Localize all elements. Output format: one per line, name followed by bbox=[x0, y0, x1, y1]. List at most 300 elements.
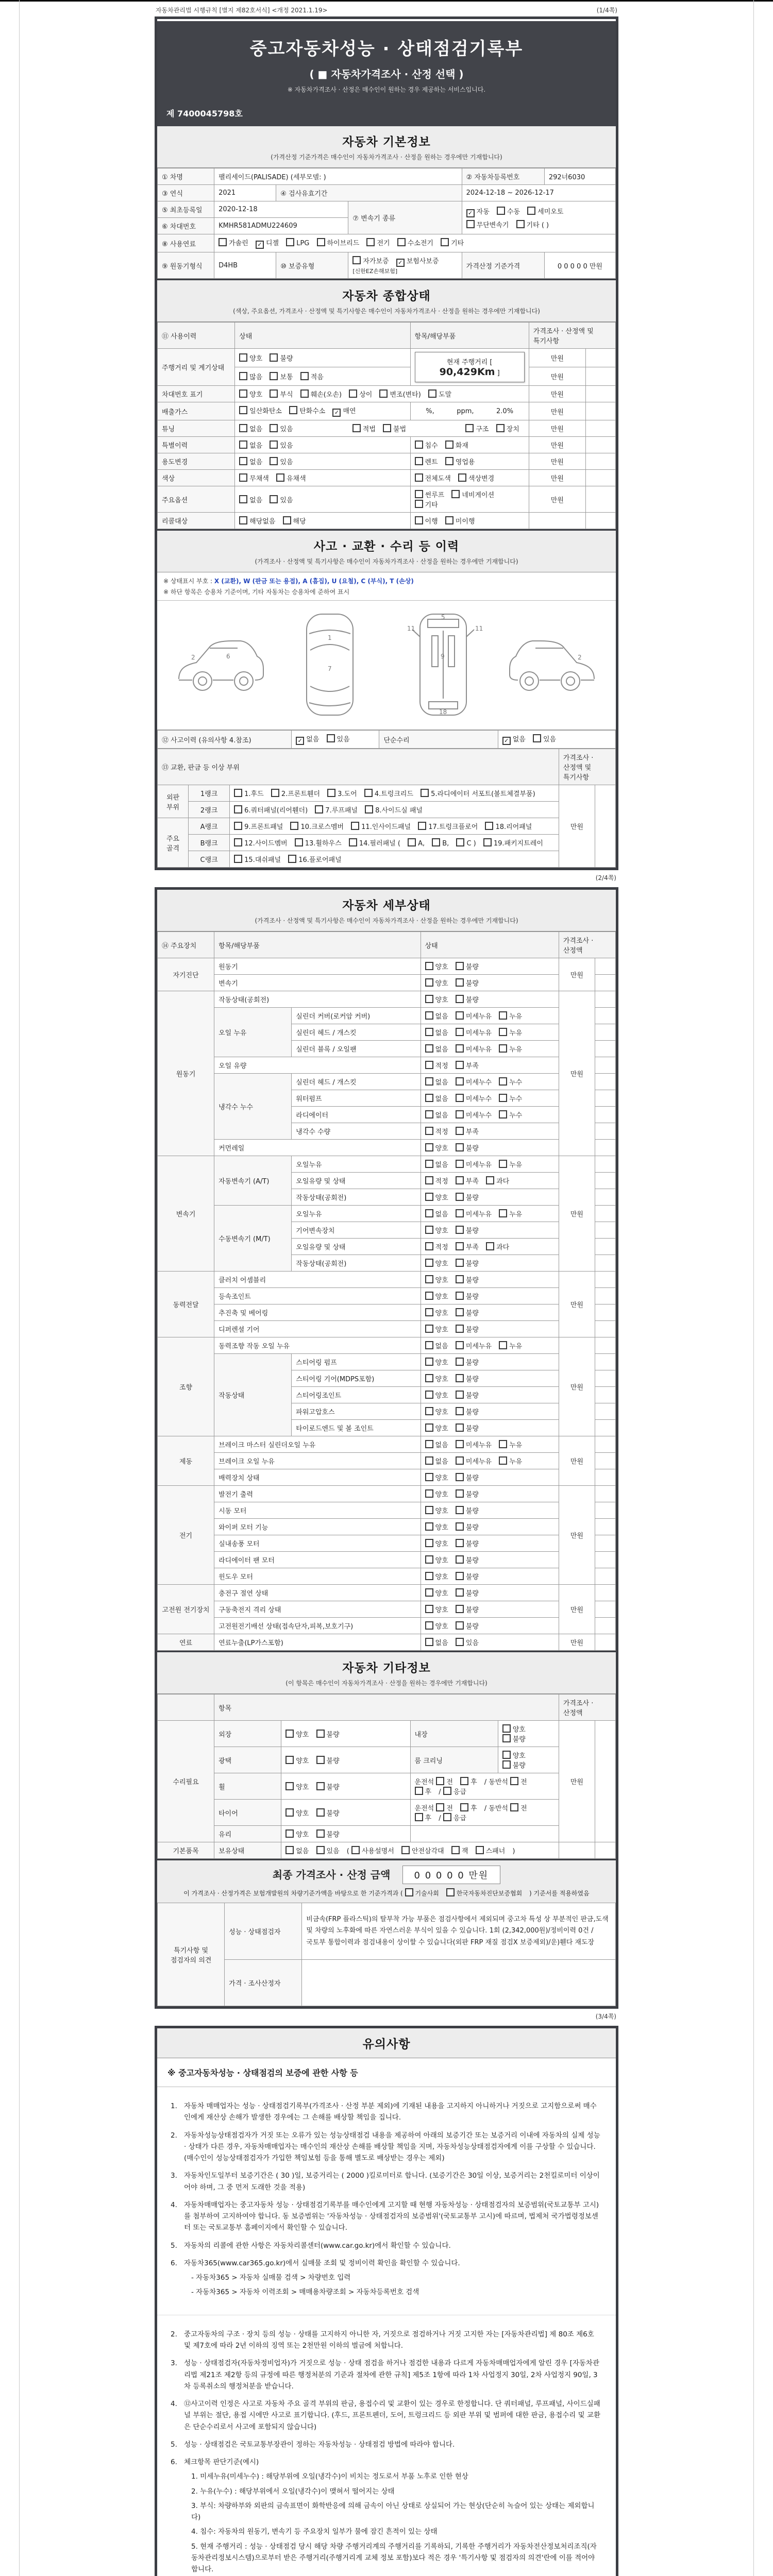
checkbox-option[interactable]: 양호 bbox=[285, 1808, 309, 1818]
checkbox-option[interactable]: 스패너 bbox=[476, 1845, 506, 1855]
checkbox-icon[interactable] bbox=[415, 1813, 423, 1821]
checkbox-option[interactable]: 수동 bbox=[497, 206, 520, 216]
checkbox-option[interactable]: 양호 bbox=[502, 1724, 526, 1734]
checkbox-icon[interactable] bbox=[456, 1325, 464, 1333]
checkbox-icon[interactable] bbox=[425, 1407, 433, 1415]
checkbox-option[interactable]: 불법 bbox=[383, 423, 406, 433]
checkbox-option[interactable]: 양호 bbox=[425, 1522, 448, 1532]
checkbox-icon[interactable] bbox=[425, 1341, 433, 1349]
checkbox-icon[interactable] bbox=[349, 389, 357, 398]
checkbox-option[interactable]: 불량 bbox=[456, 1275, 479, 1284]
checkbox-icon[interactable] bbox=[456, 838, 464, 846]
checkbox-option[interactable]: 전기 bbox=[366, 238, 390, 247]
checkbox-option[interactable]: 불량 bbox=[456, 1555, 479, 1565]
checkbox-option[interactable]: 장치 bbox=[496, 423, 519, 433]
checkbox-icon[interactable] bbox=[527, 207, 535, 215]
checkbox-icon[interactable] bbox=[499, 1341, 507, 1349]
checkbox-option[interactable]: 많음 bbox=[239, 371, 262, 381]
checkbox-option[interactable]: 불량 bbox=[456, 1143, 479, 1153]
checkbox-icon[interactable] bbox=[425, 1176, 433, 1184]
checkbox-option[interactable]: 누유 bbox=[499, 1159, 522, 1169]
checkbox-option[interactable]: 17.트렁크플로어 bbox=[418, 821, 478, 831]
checkbox-option[interactable]: 없음 bbox=[425, 1456, 448, 1466]
checkbox-option[interactable]: 잭 bbox=[451, 1845, 468, 1855]
checkbox-option[interactable]: 미세누유 bbox=[456, 1341, 492, 1350]
checkbox-icon[interactable] bbox=[234, 822, 242, 830]
checkbox-option[interactable]: 불량 bbox=[456, 1192, 479, 1202]
checkbox-icon[interactable] bbox=[270, 440, 278, 449]
checkbox-icon[interactable] bbox=[285, 1829, 294, 1838]
checkbox-icon[interactable] bbox=[295, 838, 303, 846]
checkbox-option[interactable]: 불량 bbox=[502, 1760, 526, 1770]
checkbox-option[interactable]: 하이브리드 bbox=[317, 238, 360, 247]
checkbox-icon[interactable] bbox=[456, 1061, 464, 1069]
checkbox-icon[interactable] bbox=[425, 1275, 433, 1283]
checkbox-icon[interactable] bbox=[415, 516, 423, 524]
checkbox-icon[interactable] bbox=[446, 1888, 455, 1896]
checkbox-icon[interactable] bbox=[456, 1275, 464, 1283]
checkbox-icon[interactable] bbox=[271, 789, 279, 797]
checkbox-icon[interactable] bbox=[465, 424, 474, 432]
checkbox-icon[interactable] bbox=[286, 238, 294, 246]
checkbox-icon[interactable] bbox=[466, 220, 475, 228]
checkbox-icon[interactable] bbox=[408, 838, 416, 846]
checkbox-option[interactable]: 없음 bbox=[239, 495, 262, 504]
checkbox-icon[interactable] bbox=[349, 838, 357, 846]
checkbox-option[interactable]: 양호 bbox=[425, 1621, 448, 1631]
checkbox-icon[interactable] bbox=[351, 822, 359, 830]
checkbox-icon[interactable] bbox=[502, 1724, 511, 1733]
checkbox-icon[interactable] bbox=[425, 1638, 433, 1646]
checkbox-option[interactable]: 8.사이드실 패널 bbox=[365, 805, 423, 815]
checkbox-icon[interactable] bbox=[239, 516, 247, 524]
checkbox-icon[interactable] bbox=[460, 1803, 468, 1811]
checkbox-icon[interactable] bbox=[316, 1808, 325, 1817]
checkbox-icon[interactable] bbox=[499, 1440, 507, 1448]
checkbox-option[interactable]: 미세누유 bbox=[456, 1044, 492, 1054]
checkbox-icon[interactable] bbox=[425, 1440, 433, 1448]
checkbox-option[interactable]: 양호 bbox=[425, 1538, 448, 1548]
checkbox-icon[interactable] bbox=[456, 1423, 464, 1432]
checkbox-option[interactable]: 적법 bbox=[352, 423, 376, 433]
checkbox-icon[interactable] bbox=[366, 238, 375, 246]
checkbox-icon[interactable] bbox=[415, 457, 423, 465]
checkbox-icon[interactable] bbox=[456, 995, 464, 1003]
checkbox-icon[interactable] bbox=[270, 424, 278, 432]
checkbox-icon[interactable] bbox=[425, 1325, 433, 1333]
checkbox-icon[interactable] bbox=[456, 1127, 464, 1135]
checkbox-option[interactable]: 양호 bbox=[425, 1489, 448, 1499]
checkbox-option[interactable]: 기타 bbox=[415, 499, 438, 509]
checkbox-option[interactable]: 전 bbox=[510, 1803, 527, 1812]
checkbox-option[interactable]: 양호 bbox=[285, 1729, 309, 1739]
checkbox-icon[interactable] bbox=[379, 389, 388, 398]
checkbox-icon[interactable] bbox=[425, 1621, 433, 1630]
checkbox-icon[interactable] bbox=[499, 1077, 507, 1086]
checkbox-option[interactable]: ✓ 없음 bbox=[296, 734, 319, 745]
checkbox-option[interactable]: 미세누유 bbox=[456, 1159, 492, 1169]
checkbox-icon[interactable] bbox=[436, 1803, 444, 1811]
checkbox-icon[interactable] bbox=[499, 1456, 507, 1465]
checkbox-option[interactable]: 불량 bbox=[456, 1390, 479, 1400]
checkbox-icon[interactable] bbox=[270, 495, 278, 503]
checkbox-option[interactable]: 양호 bbox=[285, 1782, 309, 1791]
checkbox-icon[interactable] bbox=[456, 978, 464, 987]
checkbox-icon[interactable] bbox=[432, 838, 440, 846]
checkbox-option[interactable]: 양호 bbox=[425, 1374, 448, 1383]
checkbox-option[interactable]: 적음 bbox=[300, 371, 324, 381]
checkbox-option[interactable]: 있음 bbox=[270, 423, 293, 433]
checkbox-icon[interactable] bbox=[510, 1777, 518, 1785]
checkbox-icon[interactable] bbox=[239, 495, 247, 503]
checkbox-icon[interactable] bbox=[428, 389, 436, 398]
checkbox-option[interactable]: 구조 bbox=[465, 423, 489, 433]
checkbox-option[interactable]: 화재 bbox=[445, 440, 468, 450]
checkbox-icon[interactable] bbox=[239, 457, 247, 465]
checkbox-option[interactable]: 불량 bbox=[456, 1538, 479, 1548]
checkbox-icon[interactable] bbox=[425, 1061, 433, 1069]
checkbox-icon[interactable]: ✓ bbox=[332, 409, 341, 417]
checkbox-option[interactable]: 누유 bbox=[499, 1044, 522, 1054]
checkbox-option[interactable]: 미세누유 bbox=[456, 1209, 492, 1218]
checkbox-option[interactable]: 무단변속기 bbox=[466, 219, 509, 229]
checkbox-option[interactable]: 색상변경 bbox=[458, 473, 494, 483]
checkbox-option[interactable]: 누유 bbox=[499, 1341, 522, 1350]
checkbox-option[interactable]: 불량 bbox=[270, 353, 293, 363]
checkbox-icon[interactable] bbox=[456, 1456, 464, 1465]
checkbox-icon[interactable] bbox=[234, 855, 242, 863]
checkbox-option[interactable]: 전 bbox=[436, 1803, 453, 1812]
checkbox-icon[interactable] bbox=[234, 789, 242, 797]
checkbox-option[interactable]: LPG bbox=[286, 238, 309, 247]
checkbox-option[interactable]: 양호 bbox=[239, 389, 262, 399]
checkbox-option[interactable]: 없음 bbox=[425, 1093, 448, 1103]
checkbox-option[interactable]: 없음 bbox=[425, 1077, 448, 1087]
checkbox-option[interactable]: 불량 bbox=[456, 1308, 479, 1317]
checkbox-option[interactable]: 양호 bbox=[425, 1472, 448, 1482]
checkbox-option[interactable]: 일산화탄소 bbox=[239, 405, 282, 415]
checkbox-option[interactable]: 불량 bbox=[316, 1782, 340, 1791]
checkbox-icon[interactable] bbox=[456, 1374, 464, 1382]
checkbox-icon[interactable] bbox=[456, 1391, 464, 1399]
checkbox-icon[interactable] bbox=[486, 1176, 494, 1184]
checkbox-option[interactable]: 후 bbox=[415, 1786, 432, 1796]
checkbox-icon[interactable] bbox=[300, 389, 309, 398]
checkbox-icon[interactable] bbox=[456, 1358, 464, 1366]
checkbox-icon[interactable] bbox=[456, 1011, 464, 1020]
checkbox-option[interactable]: 없음 bbox=[239, 440, 262, 450]
checkbox-option[interactable]: 이행 bbox=[415, 516, 438, 526]
checkbox-icon[interactable] bbox=[485, 822, 493, 830]
checkbox-option[interactable]: 무채색 bbox=[239, 473, 269, 483]
checkbox-option[interactable]: 양호 bbox=[425, 1143, 448, 1153]
checkbox-icon[interactable] bbox=[405, 1888, 413, 1896]
checkbox-option[interactable]: 기술사회 bbox=[405, 1888, 439, 1897]
checkbox-icon[interactable] bbox=[290, 822, 298, 830]
checkbox-icon[interactable] bbox=[425, 1423, 433, 1432]
checkbox-icon[interactable] bbox=[456, 1506, 464, 1514]
checkbox-icon[interactable] bbox=[499, 1209, 507, 1217]
checkbox-icon[interactable] bbox=[456, 1522, 464, 1531]
checkbox-option[interactable]: 7.루프패널 bbox=[315, 805, 358, 815]
checkbox-icon[interactable] bbox=[425, 1127, 433, 1135]
checkbox-option[interactable]: 기타 bbox=[441, 238, 464, 247]
checkbox-icon[interactable]: ✓ bbox=[502, 737, 511, 745]
checkbox-option[interactable]: 불량 bbox=[456, 1505, 479, 1515]
checkbox-icon[interactable] bbox=[415, 440, 423, 449]
checkbox-option[interactable]: 없음 bbox=[425, 1027, 448, 1037]
checkbox-icon[interactable] bbox=[456, 1539, 464, 1547]
checkbox-option[interactable]: 양호 bbox=[425, 1571, 448, 1581]
checkbox-icon[interactable] bbox=[456, 1143, 464, 1151]
checkbox-option[interactable]: 양호 bbox=[239, 353, 262, 363]
checkbox-icon[interactable] bbox=[476, 1846, 484, 1854]
checkbox-option[interactable]: 전 bbox=[510, 1776, 527, 1786]
checkbox-option[interactable]: 응급 bbox=[443, 1812, 466, 1822]
checkbox-icon[interactable] bbox=[510, 1803, 518, 1811]
checkbox-icon[interactable] bbox=[456, 1028, 464, 1036]
checkbox-icon[interactable] bbox=[456, 1242, 464, 1250]
checkbox-icon[interactable] bbox=[456, 1555, 464, 1564]
checkbox-option[interactable]: 한국자동차진단보증협회 bbox=[446, 1888, 523, 1897]
checkbox-option[interactable]: 누유 bbox=[499, 1027, 522, 1037]
checkbox-option[interactable]: 부식 bbox=[270, 389, 293, 399]
checkbox-icon[interactable] bbox=[289, 406, 297, 414]
checkbox-icon[interactable] bbox=[239, 473, 247, 482]
checkbox-option[interactable]: 있음 bbox=[533, 734, 556, 743]
checkbox-option[interactable]: 영업용 bbox=[445, 456, 475, 466]
checkbox-icon[interactable] bbox=[456, 1572, 464, 1580]
checkbox-option[interactable]: 적정 bbox=[425, 1176, 448, 1185]
checkbox-icon[interactable] bbox=[451, 1846, 460, 1854]
checkbox-option[interactable]: 안전삼각대 bbox=[401, 1845, 444, 1855]
checkbox-option[interactable]: 불량 bbox=[502, 1734, 526, 1743]
checkbox-icon[interactable] bbox=[516, 220, 525, 228]
checkbox-icon[interactable] bbox=[425, 1160, 433, 1168]
checkbox-option[interactable]: 탄화수소 bbox=[289, 405, 325, 415]
checkbox-icon[interactable] bbox=[445, 516, 453, 524]
checkbox-icon[interactable] bbox=[270, 389, 278, 398]
checkbox-option[interactable]: 양호 bbox=[425, 1390, 448, 1400]
checkbox-option[interactable]: 불량 bbox=[456, 1522, 479, 1532]
checkbox-option[interactable]: 있음 bbox=[270, 456, 293, 466]
checkbox-icon[interactable] bbox=[352, 256, 361, 264]
checkbox-icon[interactable] bbox=[456, 1259, 464, 1267]
checkbox-icon[interactable]: ✓ bbox=[396, 259, 405, 267]
checkbox-option[interactable]: 과다 bbox=[486, 1242, 509, 1251]
checkbox-option[interactable]: 보통 bbox=[270, 371, 293, 381]
checkbox-option[interactable]: 양호 bbox=[285, 1755, 309, 1765]
checkbox-option[interactable]: 미세누수 bbox=[456, 1077, 492, 1087]
checkbox-icon[interactable] bbox=[425, 1374, 433, 1382]
checkbox-icon[interactable] bbox=[270, 353, 278, 362]
checkbox-icon[interactable] bbox=[425, 1473, 433, 1481]
checkbox-icon[interactable] bbox=[239, 353, 247, 362]
checkbox-option[interactable]: 6.쿼터패널(리어휀더) bbox=[234, 805, 308, 815]
checkbox-icon[interactable] bbox=[239, 424, 247, 432]
checkbox-icon[interactable] bbox=[276, 473, 284, 482]
checkbox-icon[interactable] bbox=[456, 1077, 464, 1086]
checkbox-icon[interactable] bbox=[317, 238, 325, 246]
checkbox-icon[interactable] bbox=[456, 1489, 464, 1498]
checkbox-option[interactable]: 후 bbox=[415, 1812, 432, 1822]
checkbox-icon[interactable] bbox=[327, 734, 335, 742]
checkbox-option[interactable]: 누수 bbox=[499, 1110, 522, 1120]
checkbox-icon[interactable] bbox=[219, 238, 227, 246]
checkbox-option[interactable]: 양호 bbox=[425, 1406, 448, 1416]
checkbox-option[interactable]: 미세누수 bbox=[456, 1093, 492, 1103]
checkbox-icon[interactable] bbox=[425, 1489, 433, 1498]
checkbox-option[interactable]: 미세누수 bbox=[456, 1110, 492, 1120]
checkbox-option[interactable]: 없음 bbox=[425, 1110, 448, 1120]
checkbox-icon[interactable] bbox=[483, 838, 492, 846]
checkbox-icon[interactable] bbox=[425, 1308, 433, 1316]
checkbox-option[interactable]: 수소전기 bbox=[397, 238, 433, 247]
checkbox-icon[interactable] bbox=[425, 1506, 433, 1514]
checkbox-icon[interactable] bbox=[425, 1028, 433, 1036]
checkbox-option[interactable]: 변조(변타) bbox=[379, 389, 421, 399]
checkbox-option[interactable]: 불량 bbox=[456, 1621, 479, 1631]
checkbox-option[interactable]: 있음 bbox=[316, 1845, 340, 1855]
checkbox-option[interactable]: 4.트렁크리드 bbox=[364, 788, 413, 798]
checkbox-option[interactable]: 10.크로스멤버 bbox=[290, 821, 343, 831]
checkbox-option[interactable]: 양호 bbox=[425, 1258, 448, 1268]
checkbox-icon[interactable] bbox=[425, 978, 433, 987]
checkbox-icon[interactable] bbox=[456, 1209, 464, 1217]
checkbox-option[interactable]: 13.휠하우스 bbox=[295, 838, 342, 848]
checkbox-icon[interactable] bbox=[364, 789, 373, 797]
checkbox-icon[interactable] bbox=[456, 1341, 464, 1349]
checkbox-option[interactable]: 15.대쉬패널 bbox=[234, 854, 281, 864]
checkbox-icon[interactable] bbox=[425, 1456, 433, 1465]
checkbox-icon[interactable] bbox=[421, 789, 429, 797]
checkbox-option[interactable]: 양호 bbox=[425, 978, 448, 988]
checkbox-icon[interactable] bbox=[288, 855, 296, 863]
checkbox-icon[interactable] bbox=[418, 822, 426, 830]
checkbox-icon[interactable] bbox=[401, 1846, 410, 1854]
checkbox-option[interactable]: 양호 bbox=[285, 1829, 309, 1839]
checkbox-option[interactable]: 미세누유 bbox=[456, 1027, 492, 1037]
checkbox-option[interactable]: 양호 bbox=[425, 1604, 448, 1614]
checkbox-option[interactable]: ✓ 보험사보증 bbox=[396, 256, 439, 267]
checkbox-option[interactable]: 후 bbox=[460, 1776, 477, 1786]
checkbox-icon[interactable] bbox=[425, 1522, 433, 1531]
checkbox-icon[interactable] bbox=[285, 1846, 294, 1854]
checkbox-option[interactable]: 11.인사이드패널 bbox=[351, 821, 411, 831]
checkbox-icon[interactable] bbox=[436, 1777, 444, 1785]
checkbox-icon[interactable] bbox=[316, 1829, 325, 1838]
checkbox-option[interactable]: 없음 bbox=[285, 1845, 309, 1855]
checkbox-icon[interactable] bbox=[352, 424, 361, 432]
checkbox-option[interactable]: 네비게이션 bbox=[451, 489, 494, 499]
checkbox-option[interactable]: 16.플로어패널 bbox=[288, 854, 341, 864]
checkbox-option[interactable]: 불량 bbox=[456, 1588, 479, 1598]
checkbox-option[interactable]: 양호 bbox=[425, 1555, 448, 1565]
checkbox-option[interactable]: 양호 bbox=[502, 1750, 526, 1760]
checkbox-option[interactable]: 부족 bbox=[456, 1060, 479, 1070]
checkbox-icon[interactable] bbox=[239, 406, 247, 414]
checkbox-option[interactable]: 침수 bbox=[415, 440, 438, 450]
checkbox-icon[interactable] bbox=[456, 1588, 464, 1597]
checkbox-option[interactable]: 없음 bbox=[425, 1341, 448, 1350]
checkbox-icon[interactable] bbox=[415, 1787, 423, 1795]
checkbox-icon[interactable] bbox=[425, 1193, 433, 1201]
checkbox-icon[interactable] bbox=[456, 1440, 464, 1448]
checkbox-option[interactable]: 양호 bbox=[425, 1275, 448, 1284]
checkbox-icon[interactable] bbox=[285, 1782, 294, 1790]
checkbox-icon[interactable] bbox=[456, 1407, 464, 1415]
checkbox-icon[interactable] bbox=[425, 1605, 433, 1613]
checkbox-icon[interactable] bbox=[460, 1777, 468, 1785]
checkbox-icon[interactable] bbox=[456, 1176, 464, 1184]
checkbox-icon[interactable] bbox=[285, 1808, 294, 1817]
checkbox-option[interactable]: ✓ 없음 bbox=[502, 734, 526, 745]
checkbox-option[interactable]: ✓ 자동 bbox=[466, 206, 490, 217]
checkbox-icon[interactable] bbox=[456, 1473, 464, 1481]
checkbox-option[interactable]: 있음 bbox=[270, 495, 293, 504]
checkbox-option[interactable]: 불량 bbox=[456, 1604, 479, 1614]
checkbox-icon[interactable]: ✓ bbox=[256, 241, 264, 249]
checkbox-icon[interactable] bbox=[458, 473, 466, 482]
checkbox-icon[interactable] bbox=[456, 1044, 464, 1053]
checkbox-icon[interactable] bbox=[415, 500, 423, 508]
checkbox-option[interactable]: B, bbox=[432, 838, 449, 848]
checkbox-icon[interactable] bbox=[415, 490, 423, 498]
checkbox-option[interactable]: 미이행 bbox=[445, 516, 475, 526]
checkbox-icon[interactable] bbox=[451, 490, 460, 498]
checkbox-icon[interactable] bbox=[456, 1308, 464, 1316]
checkbox-option[interactable]: 있음 bbox=[327, 734, 350, 743]
checkbox-icon[interactable] bbox=[456, 1110, 464, 1118]
checkbox-option[interactable]: 3.도어 bbox=[327, 788, 357, 798]
checkbox-option[interactable]: 양호 bbox=[425, 994, 448, 1004]
checkbox-icon[interactable] bbox=[425, 1572, 433, 1580]
checkbox-option[interactable]: 9.프론트패널 bbox=[234, 821, 283, 831]
checkbox-icon[interactable] bbox=[499, 1028, 507, 1036]
checkbox-option[interactable]: 불량 bbox=[456, 1357, 479, 1367]
checkbox-icon[interactable] bbox=[443, 1813, 451, 1821]
checkbox-icon[interactable] bbox=[425, 962, 433, 970]
checkbox-icon[interactable] bbox=[425, 1209, 433, 1217]
checkbox-option[interactable]: ✓ 매연 bbox=[332, 405, 356, 417]
checkbox-option[interactable]: 양호 bbox=[425, 1588, 448, 1598]
checkbox-option[interactable]: 불량 bbox=[456, 1406, 479, 1416]
checkbox-option[interactable]: 적정 bbox=[425, 1126, 448, 1136]
checkbox-option[interactable]: 유채색 bbox=[276, 473, 306, 483]
checkbox-icon[interactable] bbox=[497, 207, 505, 215]
checkbox-option[interactable]: 부족 bbox=[456, 1126, 479, 1136]
checkbox-option[interactable]: 양호 bbox=[425, 961, 448, 971]
checkbox-icon[interactable] bbox=[499, 1044, 507, 1053]
checkbox-icon[interactable] bbox=[425, 1094, 433, 1102]
checkbox-option[interactable]: ✓ 디젤 bbox=[256, 238, 279, 249]
checkbox-option[interactable]: 불량 bbox=[456, 1472, 479, 1482]
checkbox-option[interactable]: 있음 bbox=[456, 1637, 479, 1647]
checkbox-option[interactable]: 과다 bbox=[486, 1176, 509, 1185]
checkbox-option[interactable]: 양호 bbox=[425, 1308, 448, 1317]
checkbox-icon[interactable] bbox=[285, 1730, 294, 1738]
checkbox-icon[interactable] bbox=[283, 516, 291, 524]
checkbox-icon[interactable] bbox=[327, 789, 335, 797]
checkbox-option[interactable]: 없음 bbox=[425, 1637, 448, 1647]
checkbox-icon[interactable] bbox=[285, 1756, 294, 1764]
checkbox-option[interactable]: 누수 bbox=[499, 1077, 522, 1087]
checkbox-icon[interactable] bbox=[234, 805, 242, 814]
checkbox-icon[interactable] bbox=[499, 1110, 507, 1118]
checkbox-icon[interactable] bbox=[533, 734, 541, 742]
checkbox-icon[interactable] bbox=[443, 1787, 451, 1795]
checkbox-option[interactable]: 불량 bbox=[316, 1829, 340, 1839]
